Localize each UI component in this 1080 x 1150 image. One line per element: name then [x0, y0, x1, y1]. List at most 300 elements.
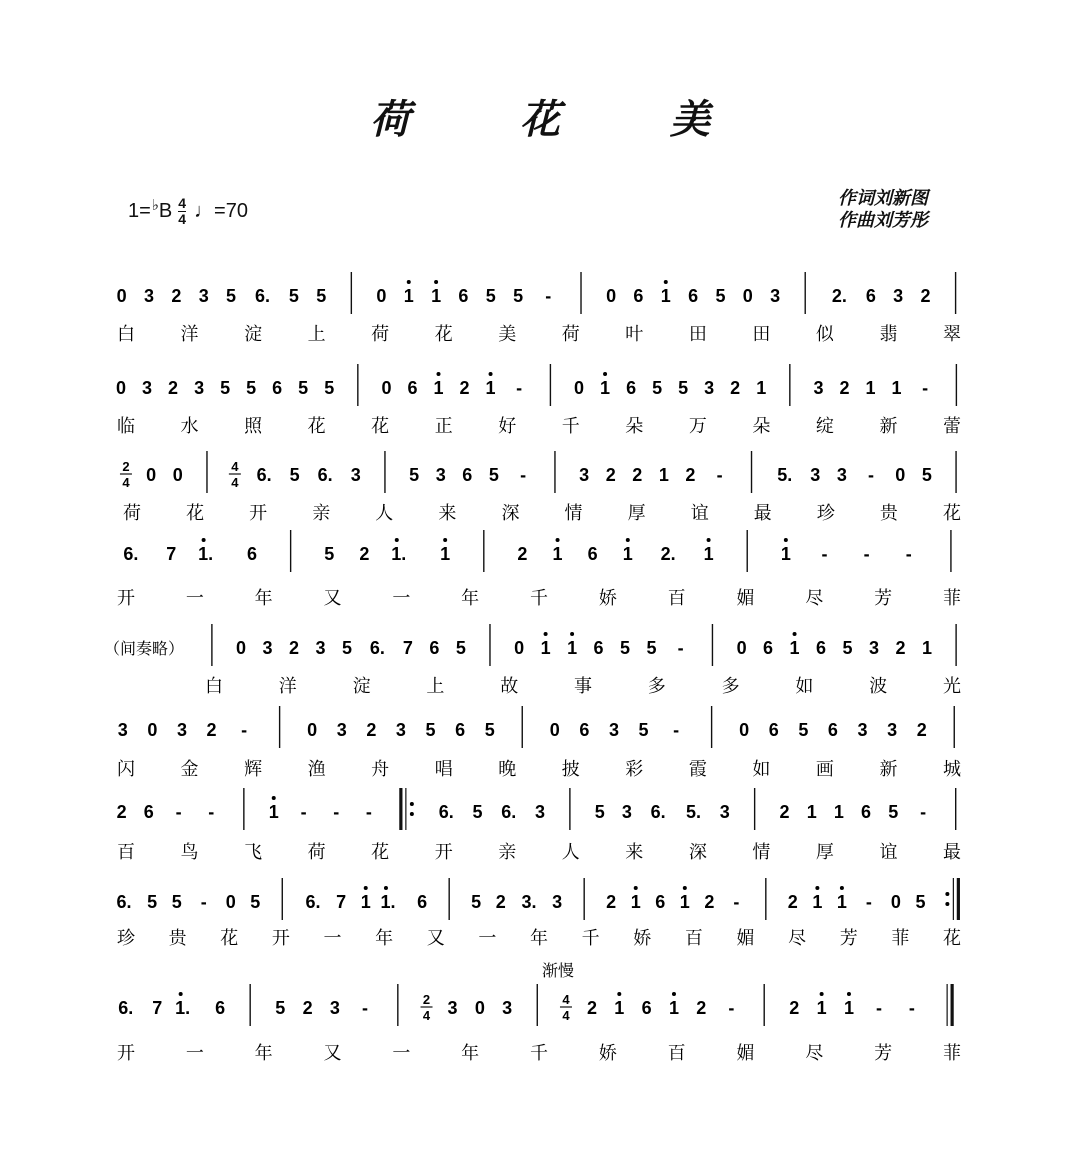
lyric: 花	[186, 503, 205, 524]
note: 2	[517, 544, 528, 564]
lyric: 金	[180, 759, 199, 780]
lyric: 白	[205, 676, 223, 697]
note: 2	[632, 465, 643, 485]
lyric: 如	[795, 676, 814, 697]
lyric: 最	[943, 842, 961, 863]
note: 1	[833, 802, 844, 822]
note: 6	[763, 638, 774, 658]
lyric: 人	[561, 842, 580, 863]
note: 5	[324, 544, 335, 564]
repeat-dot	[410, 802, 414, 806]
lyric: 花	[371, 842, 390, 863]
octave-dot	[434, 280, 438, 284]
extension-dash: -	[545, 286, 552, 306]
octave-dot	[544, 632, 548, 636]
lyric: 荷	[371, 324, 390, 345]
note: 6	[462, 465, 473, 485]
note: 5	[425, 720, 436, 740]
note: 3	[534, 802, 546, 822]
note: 0	[742, 286, 753, 306]
lyric: 年	[461, 1043, 480, 1064]
extension-dash: -	[922, 378, 929, 398]
note: 7	[152, 998, 163, 1018]
extension-dash: -	[865, 892, 872, 912]
note: 6	[861, 802, 872, 822]
note: 5	[921, 465, 932, 485]
lyric: 又	[426, 928, 445, 949]
note-high-do: 1	[440, 544, 451, 564]
repeat-dot	[945, 902, 949, 906]
note: 0	[376, 286, 387, 306]
note: 6	[215, 998, 226, 1018]
note: 2	[895, 638, 906, 658]
note: 2	[116, 802, 127, 822]
note: 2	[366, 720, 377, 740]
note: 2	[787, 892, 798, 912]
lyric: 临	[117, 416, 135, 437]
lyric: 又	[323, 1043, 342, 1064]
extension-dash: -	[716, 465, 723, 485]
note: 3	[117, 720, 128, 740]
octave-dot	[407, 280, 411, 284]
note: 3	[552, 892, 563, 912]
note: 3	[198, 286, 209, 306]
note: 2.	[831, 286, 847, 306]
lyric: 媚	[736, 588, 755, 609]
extension-dash: -	[175, 802, 182, 822]
note: 5	[620, 638, 631, 658]
note: 3	[621, 802, 632, 822]
lyric: 田	[752, 324, 771, 345]
note: 2	[302, 998, 313, 1018]
lyric: 蕾	[943, 416, 961, 437]
octave-dot	[840, 886, 844, 890]
lyric: 花	[943, 928, 961, 949]
extension-dash: -	[868, 465, 875, 485]
note: 3	[579, 465, 590, 485]
lyric: 百	[117, 842, 135, 863]
lyric: 千	[530, 588, 548, 609]
lyric: 好	[498, 416, 517, 437]
note: 3	[893, 286, 904, 306]
note-high-do: 1	[630, 892, 641, 912]
lyric: 洋	[278, 676, 297, 697]
note-high-do: 1	[703, 544, 714, 564]
octave-dot	[617, 992, 621, 996]
note: 5	[652, 378, 663, 398]
lyric: 新	[879, 416, 898, 437]
note-high-do: 1	[567, 638, 578, 658]
lyric: 年	[461, 588, 480, 609]
note: 0	[225, 892, 236, 912]
note: 6	[587, 544, 598, 564]
lyric: 美	[498, 324, 517, 345]
note: 2	[685, 465, 696, 485]
note: 5	[638, 720, 649, 740]
lyric: 新	[879, 759, 898, 780]
time-bottom: 4	[178, 211, 187, 227]
lyric: 贵	[168, 928, 187, 949]
time-sig-bottom: 4	[122, 475, 130, 490]
lyric: 绽	[815, 416, 834, 437]
extension-dash: -	[677, 638, 684, 658]
lyric: 多	[721, 676, 740, 697]
note: 6.	[116, 892, 132, 912]
lyric: 谊	[879, 842, 898, 863]
note-high-do: 1.	[391, 544, 407, 564]
note: 5	[485, 286, 496, 306]
octave-dot	[815, 886, 819, 890]
time-sig-top: 2	[122, 459, 130, 474]
lyric: 故	[500, 676, 519, 697]
lyric: 画	[815, 759, 834, 780]
note-high-do: 1	[816, 998, 827, 1018]
lyric: 娇	[598, 1043, 617, 1064]
lyric: 年	[254, 588, 273, 609]
lyric: 荷	[123, 503, 141, 524]
lyric: 田	[688, 324, 707, 345]
lyric: 媚	[736, 928, 755, 949]
octave-dot	[847, 992, 851, 996]
tempo-marking: ♩=70	[194, 200, 248, 222]
note: 3	[704, 378, 715, 398]
lyricist-credit: 作词刘新图	[838, 188, 928, 209]
note: 3	[350, 465, 361, 485]
note: 5	[488, 465, 499, 485]
note-high-do: 1.	[380, 892, 396, 912]
extension-dash: -	[821, 544, 828, 564]
lyric: 一	[185, 588, 204, 609]
note: 0	[895, 465, 906, 485]
lyric: 一	[392, 588, 411, 609]
lyric: 上	[307, 324, 326, 345]
note: 5	[220, 378, 231, 398]
note: 2	[288, 638, 300, 658]
note: 6	[865, 286, 876, 306]
note: 5	[715, 286, 726, 306]
extension-dash: -	[516, 378, 523, 398]
note-high-do: 1	[789, 638, 800, 658]
lyric: 尽	[805, 1043, 824, 1064]
note: 6	[655, 892, 666, 912]
extension-dash: -	[241, 720, 248, 740]
octave-dot	[202, 538, 206, 542]
note: 2	[586, 998, 597, 1018]
note: 2	[839, 378, 850, 398]
octave-dot	[179, 992, 183, 996]
note: 3	[176, 720, 187, 740]
note: 6	[593, 638, 604, 658]
lyric: 鸟	[180, 842, 199, 863]
time-sig-bottom: 4	[422, 1008, 431, 1023]
lyric: 花	[371, 416, 390, 437]
note: 0	[146, 465, 157, 485]
octave-dot	[384, 886, 388, 890]
lyric: 翠	[943, 324, 961, 345]
note: 6	[246, 544, 258, 564]
octave-dot	[395, 538, 399, 542]
note: 6.	[256, 465, 272, 485]
lyric: 深	[501, 503, 520, 524]
note: 0	[172, 465, 183, 485]
lyric: 千	[561, 416, 580, 437]
note: 6	[626, 378, 637, 398]
extension-dash: -	[208, 802, 215, 822]
note: 5	[409, 465, 420, 485]
note: 6	[688, 286, 699, 306]
extension-dash: -	[300, 802, 307, 822]
note: 3	[810, 465, 821, 485]
note-high-do: 1	[360, 892, 371, 912]
song-title: 荷 花 美	[370, 96, 758, 143]
note: 0	[307, 720, 318, 740]
note: 3	[329, 998, 340, 1018]
lyric: 千	[530, 1043, 548, 1064]
composer-credit: 作曲刘芳彤	[838, 210, 928, 231]
extension-dash: -	[362, 998, 369, 1018]
note: 2	[606, 892, 617, 912]
lyric: 千	[581, 928, 600, 949]
note: 0	[890, 892, 901, 912]
note: 1	[891, 378, 902, 398]
time-sig-top: 2	[422, 992, 431, 1007]
lyric: 上	[426, 676, 445, 697]
note: 6.	[501, 802, 517, 822]
note: 5	[171, 892, 182, 912]
lyric: 霞	[688, 759, 707, 780]
extension-dash: -	[920, 802, 927, 822]
lyric: 花	[220, 928, 239, 949]
lyric: 波	[869, 676, 888, 697]
note: 2	[359, 544, 370, 564]
note: 5	[915, 892, 926, 912]
note: 0	[116, 286, 127, 306]
lyric: 城	[943, 759, 961, 780]
note: 6	[455, 720, 466, 740]
note: 6.	[650, 802, 666, 822]
extension-dash: -	[863, 544, 870, 564]
note: 5	[275, 998, 286, 1018]
note-high-do: 1	[540, 638, 551, 658]
octave-dot	[437, 372, 441, 376]
note: 1	[865, 378, 876, 398]
lyric: 年	[254, 1043, 273, 1064]
note: 6	[827, 720, 838, 740]
lyric: 唱	[434, 759, 453, 780]
note-high-do: 1	[836, 892, 847, 912]
lyric: 人	[375, 503, 394, 524]
note: 2	[704, 892, 715, 912]
note-high-do: 1	[812, 892, 823, 912]
note: 6	[272, 378, 283, 398]
lyric: 一	[392, 1043, 411, 1064]
note: 2	[206, 720, 217, 740]
note: 5.	[686, 802, 702, 822]
note: 5	[250, 892, 261, 912]
lyric: 珍	[117, 928, 135, 949]
note-high-do: 1	[600, 378, 611, 398]
lyric: 花	[943, 503, 961, 524]
lyric: 菲	[943, 1043, 961, 1064]
octave-dot	[683, 886, 687, 890]
note: 3	[608, 720, 619, 740]
lyric: 荷	[307, 842, 326, 863]
lyric: 正	[434, 416, 453, 437]
note: 5	[798, 720, 809, 740]
note: 5	[455, 638, 466, 658]
lyric: 开	[117, 588, 135, 609]
octave-dot	[664, 280, 668, 284]
extension-dash: -	[200, 892, 207, 912]
note: 0	[116, 378, 127, 398]
interlude-marking: （间奏略）	[104, 639, 185, 658]
note: 0	[606, 286, 617, 306]
note: 3	[857, 720, 868, 740]
lyric: 深	[688, 842, 707, 863]
lyric: 厚	[627, 503, 646, 524]
note: 1	[806, 802, 817, 822]
octave-dot	[626, 538, 630, 542]
note-high-do: 1	[552, 544, 563, 564]
lyric: 开	[117, 1043, 135, 1064]
note: 2	[605, 465, 616, 485]
note: 5	[472, 802, 483, 822]
lyric: 洋	[180, 324, 199, 345]
note: 6	[768, 720, 779, 740]
extension-dash: -	[365, 802, 372, 822]
note: 0	[574, 378, 585, 398]
note-high-do: 1	[614, 998, 625, 1018]
octave-dot	[784, 538, 788, 542]
note: 6	[143, 802, 154, 822]
lyric: 晚	[498, 759, 517, 780]
note-high-do: 1	[843, 998, 854, 1018]
lyric: 娇	[633, 928, 652, 949]
note: 2	[730, 378, 741, 398]
lyric: 披	[561, 759, 580, 780]
extension-dash: -	[908, 998, 915, 1018]
octave-dot	[570, 632, 574, 636]
lyric: 娇	[598, 588, 617, 609]
note-high-do: 1	[780, 544, 791, 564]
note: 0	[474, 998, 485, 1018]
note: 5	[646, 638, 657, 658]
note: 6.	[369, 638, 385, 658]
note: 0	[381, 378, 392, 398]
lyric: 开	[249, 503, 268, 524]
note: 0	[236, 638, 247, 658]
note: 7	[402, 638, 413, 658]
lyric: 一	[185, 1043, 204, 1064]
note: 0	[739, 720, 750, 740]
lyric: 舟	[371, 759, 390, 780]
note: 2	[920, 286, 931, 306]
lyric: 朵	[625, 416, 644, 437]
lyric: 水	[180, 416, 199, 437]
note: 5	[298, 378, 309, 398]
lyric: 又	[323, 588, 342, 609]
note: 6.	[123, 544, 139, 564]
note: 1	[756, 378, 767, 398]
lyric: 似	[815, 324, 834, 345]
note-high-do: 1	[268, 802, 279, 822]
note: 5	[678, 378, 689, 398]
lyric: 开	[434, 842, 453, 863]
note-high-do: 1.	[175, 998, 191, 1018]
note: 5	[324, 378, 335, 398]
note: 3.	[521, 892, 537, 912]
extension-dash: -	[673, 720, 680, 740]
note: 5	[316, 286, 327, 306]
note: 3	[836, 465, 847, 485]
lyric: 尽	[788, 928, 807, 949]
note: 3	[262, 638, 273, 658]
note: 3	[813, 378, 824, 398]
lyric: 事	[574, 676, 592, 697]
note: 3	[194, 378, 205, 398]
note: 2	[495, 892, 506, 912]
lyric: 照	[244, 416, 263, 437]
note: 6	[407, 378, 418, 398]
note: 5	[471, 892, 482, 912]
note-high-do: 1.	[198, 544, 214, 564]
note: 3	[395, 720, 406, 740]
extension-dash: -	[333, 802, 340, 822]
lyric: 白	[117, 324, 135, 345]
lyric: 最	[753, 503, 772, 524]
lyric: 百	[667, 1043, 686, 1064]
lyric: 叶	[625, 324, 644, 345]
octave-dot	[556, 538, 560, 542]
lyric: 年	[375, 928, 394, 949]
flat-sign: ♭	[151, 196, 159, 214]
note-high-do: 1	[431, 286, 442, 306]
note: 5	[288, 286, 299, 306]
lyric: 一	[478, 928, 497, 949]
note: 6.	[254, 286, 270, 306]
note: 3	[315, 638, 326, 658]
note: 5	[289, 465, 300, 485]
lyric: 亲	[498, 842, 517, 863]
note: 6.	[438, 802, 454, 822]
note: 2	[696, 998, 707, 1018]
lyric: 淀	[244, 324, 263, 345]
octave-dot	[364, 886, 368, 890]
note: 5	[147, 892, 158, 912]
note: 2.	[660, 544, 676, 564]
note: 5	[226, 286, 237, 306]
note: 7	[336, 892, 347, 912]
repeat-dot	[410, 812, 414, 816]
octave-dot	[443, 538, 447, 542]
note: 3	[770, 286, 781, 306]
octave-dot	[707, 538, 711, 542]
lyric: 百	[684, 928, 703, 949]
note: 6	[417, 892, 428, 912]
lyric: 芳	[839, 928, 858, 949]
lyric: 彩	[625, 759, 644, 780]
lyric: 来	[438, 503, 457, 524]
note: 3	[435, 465, 446, 485]
lyric: 闪	[117, 759, 135, 780]
tempo-change-marking: 渐慢	[542, 961, 575, 980]
note: 5	[842, 638, 853, 658]
note: 2	[779, 802, 790, 822]
lyric: 花	[434, 324, 453, 345]
time-sig-top: 4	[231, 459, 239, 474]
note: 6.	[305, 892, 321, 912]
extension-dash: -	[520, 465, 527, 485]
